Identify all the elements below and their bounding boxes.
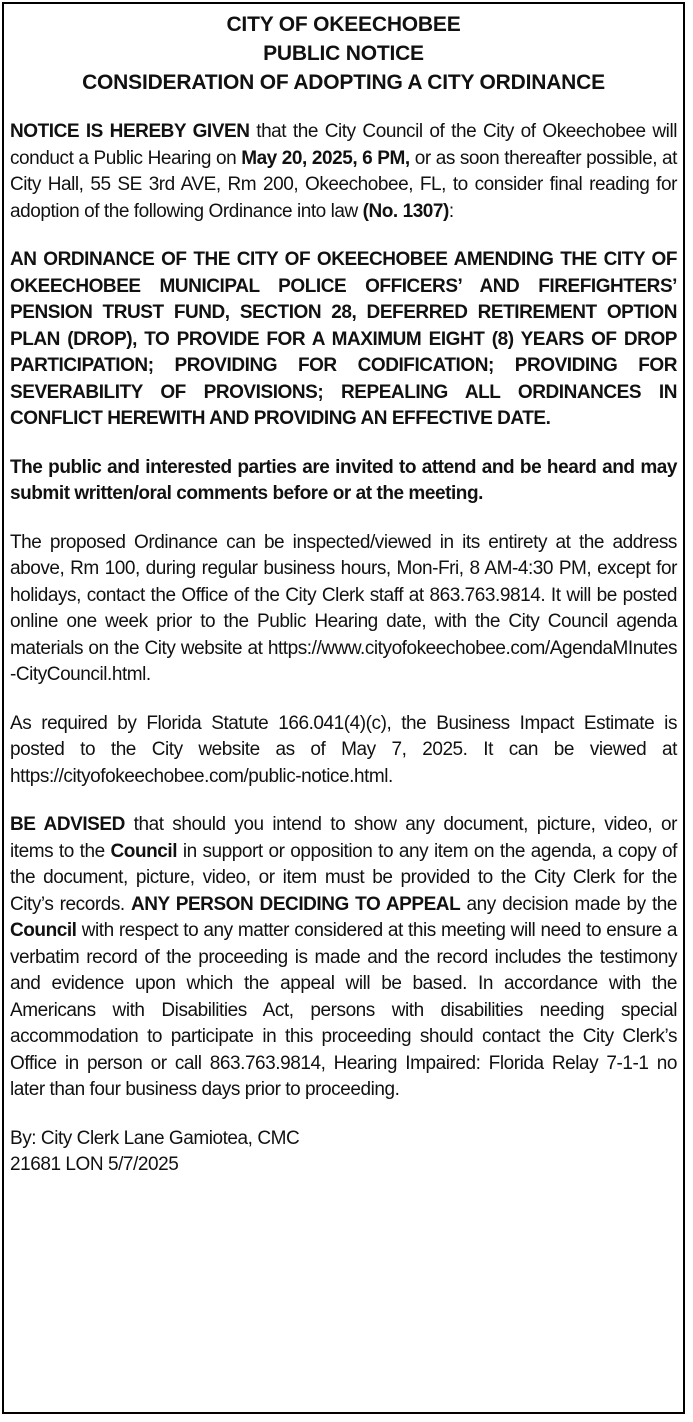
council-term-2: Council: [10, 920, 77, 941]
inspection-paragraph: [10, 530, 677, 689]
appeal-lead: ANY PERSON DECIDING TO APPEAL: [131, 893, 461, 915]
publication-reference: 21681 LON 5/7/2025: [10, 1154, 179, 1175]
hearing-text-3: :: [448, 200, 454, 222]
advisory-paragraph: [10, 812, 677, 1104]
agenda-url: https://www.cityofokeechobee.com/AgendaMInutes-CityCouncil.html.: [10, 637, 677, 685]
signature-by: By: City Clerk Lane Gamiotea, CMC: [10, 1127, 300, 1149]
header-public-notice: PUBLIC NOTICE: [263, 42, 424, 65]
ordinance-number: (No. 1307): [362, 200, 449, 222]
advised-lead: BE ADVISED: [10, 814, 125, 835]
inspection-text: The proposed Ordinance can be inspected/viewed in its entirety at the address above, Rm 100, during regular business hours, Mon-Fri, 8 AM-4:30 PM, except for holidays, contact the Office of the City Clerk staff at 863.763.9814. It will be posted online one week prior to the Public Hearing date, with the City Council agenda materials on the City website at: [10, 531, 677, 659]
notice-lead: NOTICE IS HEREBY GIVEN: [10, 121, 250, 142]
advisory-text-2: in support or opposition to any item on the agenda, a copy of the document, picture, video, or item must be provided to the City Clerk for the City’s records.: [10, 840, 677, 915]
hearing-paragraph: [10, 119, 677, 225]
hearing-text-2: or as soon thereafter possible, at City Hall, 55 SE 3rd AVE, Rm 200, Okeechobee, FL, to consider final reading for adoption of the following Ordinance into law: [10, 147, 677, 222]
header-city: CITY OF OKEECHOBEE: [226, 13, 461, 36]
public-notice: [2, 2, 685, 1414]
advisory-text-1: that should you intend to show any document, picture, video, or items to the: [10, 814, 677, 862]
header-consideration: CONSIDERATION OF ADOPTING A CITY ORDINANCE: [82, 71, 605, 94]
advisory-text-4: with respect to any matter considered at this meeting will need to ensure a verbatim record of the proceeding is made and the record includes the testimony and evidence upon which the appeal will be based. In accordance with the Americans with Disabilities Act, persons with disabilities needing special accommodation to participate in this proceeding should contact the City Clerk’s Office in person or call 863.763.9814, Hearing Impaired: Florida Relay 7-1-1 no later than four business days prior to proceeding.: [10, 920, 677, 1100]
advisory-text-3: any decision made by the: [460, 893, 678, 915]
hearing-date: May 20, 2025, 6 PM,: [241, 147, 410, 169]
hearing-text-1: that the City Council of the City of Okeechobee will conduct a Public Hearing on: [10, 121, 677, 169]
ordinance-title: AN ORDINANCE OF THE CITY OF OKEECHOBEE AMENDING THE CITY OF OKEECHOBEE MUNICIPAL POLICE OFFICERS’ AND FIREFIGHTERS’ PENSION TRUST FUND, SECTION 28, DEFERRED RETIREMENT OPTION PLAN (DROP), TO PROVIDE FOR A MAXIMUM EIGHT (8) YEARS OF DROP PARTICIPATION; PROVIDING FOR CODIFICATION; PROVIDING FOR SEVERABILITY OF PROVISIONS; REPEALING ALL ORDINANCES IN CONFLICT HEREWITH AND PROVIDING AN EFFECTIVE DATE.: [10, 249, 677, 429]
public-invitation: The public and interested parties are invited to attend and be heard and may submit written/oral comments before or at the meeting.: [10, 456, 677, 504]
council-term-1: Council: [110, 840, 178, 862]
signature-block: [10, 1126, 677, 1179]
notice-header: [10, 10, 677, 97]
business-impact-paragraph: As required by Florida Statute 166.041(4)(c), the Business Impact Estimate is posted to the City website as of May 7, 2025. It can be viewed at https://cityofokeechobee.com/public-notice.html.: [10, 712, 677, 787]
